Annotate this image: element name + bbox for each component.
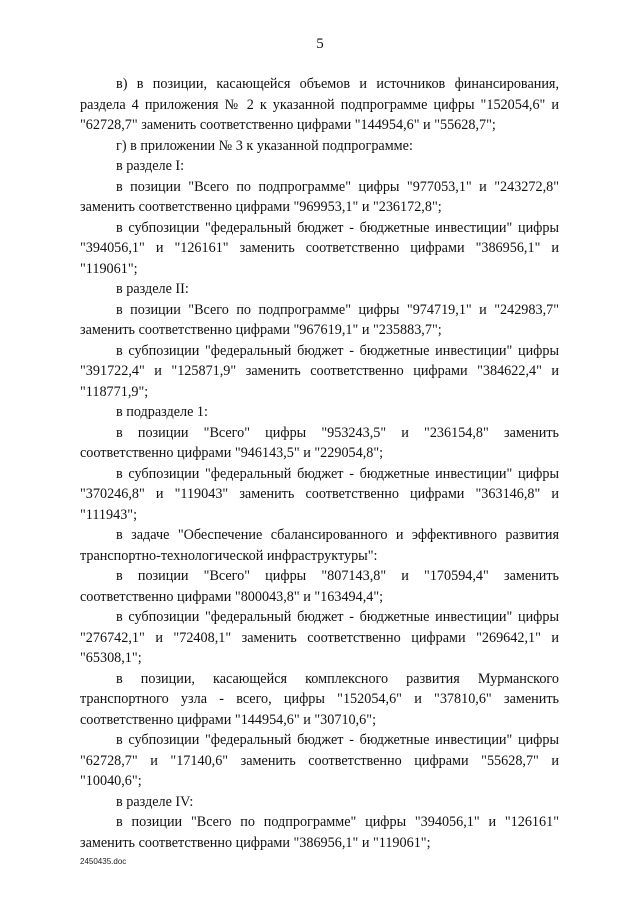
paragraph: в позиции "Всего по подпрограмме" цифры "394056,1" и "126161" заменить соответственно цифрами "386956,1" и "119061";	[80, 814, 559, 851]
paragraph: в позиции "Всего" цифры "807143,8" и "170594,4" заменить соответственно цифрами "800043,8" и "163494,4";	[80, 568, 559, 605]
paragraph: г) в приложении № 3 к указанной подпрограмме:	[116, 137, 413, 154]
paragraph: в позиции "Всего по подпрограмме" цифры "977053,1" и "243272,8" заменить соответственно цифрами "969953,1" и "236172,8";	[80, 178, 559, 215]
page-number: 5	[316, 36, 324, 52]
paragraph: в разделе II:	[116, 281, 189, 297]
file-name-footer: 2450435.doc	[80, 857, 127, 866]
paragraph: в задаче "Обеспечение сбалансированного и эффективного развития транспортно-технологической инфраструктуры":	[80, 527, 559, 564]
paragraph: в субпозиции "федеральный бюджет - бюджетные инвестиции" цифры "394056,1" и "126161" заменить соответственно цифрами "386956,1" и "119061";	[80, 219, 559, 277]
paragraph: в) в позиции, касающейся объемов и источников финансирования, раздела 4 приложения № 2 к указанной подпрограмме цифры "152054,6" и "62728,7" заменить соответственно цифрами "144954,6" и "55628,7";	[80, 76, 559, 133]
document-body	[80, 74, 559, 853]
paragraph: в позиции "Всего по подпрограмме" цифры "974719,1" и "242983,7" заменить соответственно цифрами "967619,1" и "235883,7";	[80, 301, 559, 338]
paragraph: в позиции, касающейся комплексного развития Мурманского транспортного узла - всего, цифры "152054,6" и "37810,6" заменить соответственно цифрами "144954,6" и "30710,6";	[80, 670, 559, 728]
paragraph: в разделе I:	[116, 158, 185, 174]
paragraph: в позиции "Всего" цифры "953243,5" и "236154,8" заменить соответственно цифрами "946143,5" и "229054,8";	[80, 424, 559, 461]
paragraph: в субпозиции "федеральный бюджет - бюджетные инвестиции" цифры "62728,7" и "17140,6" заменить соответственно цифрами "55628,7" и "10040,6";	[80, 732, 559, 789]
paragraph: в разделе IV:	[116, 793, 194, 810]
paragraph: в подразделе 1:	[116, 404, 208, 420]
paragraph: в субпозиции "федеральный бюджет - бюджетные инвестиции" цифры "276742,1" и "72408,1" заменить соответственно цифрами "269642,1" и "65308,1";	[80, 609, 559, 666]
paragraph: в субпозиции "федеральный бюджет - бюджетные инвестиции" цифры "391722,4" и "125871,9" заменить соответственно цифрами "384622,4" и "118771,9";	[80, 342, 559, 400]
paragraph: в субпозиции "федеральный бюджет - бюджетные инвестиции" цифры "370246,8" и "119043" заменить соответственно цифрами "363146,8" и "111943";	[80, 465, 559, 523]
